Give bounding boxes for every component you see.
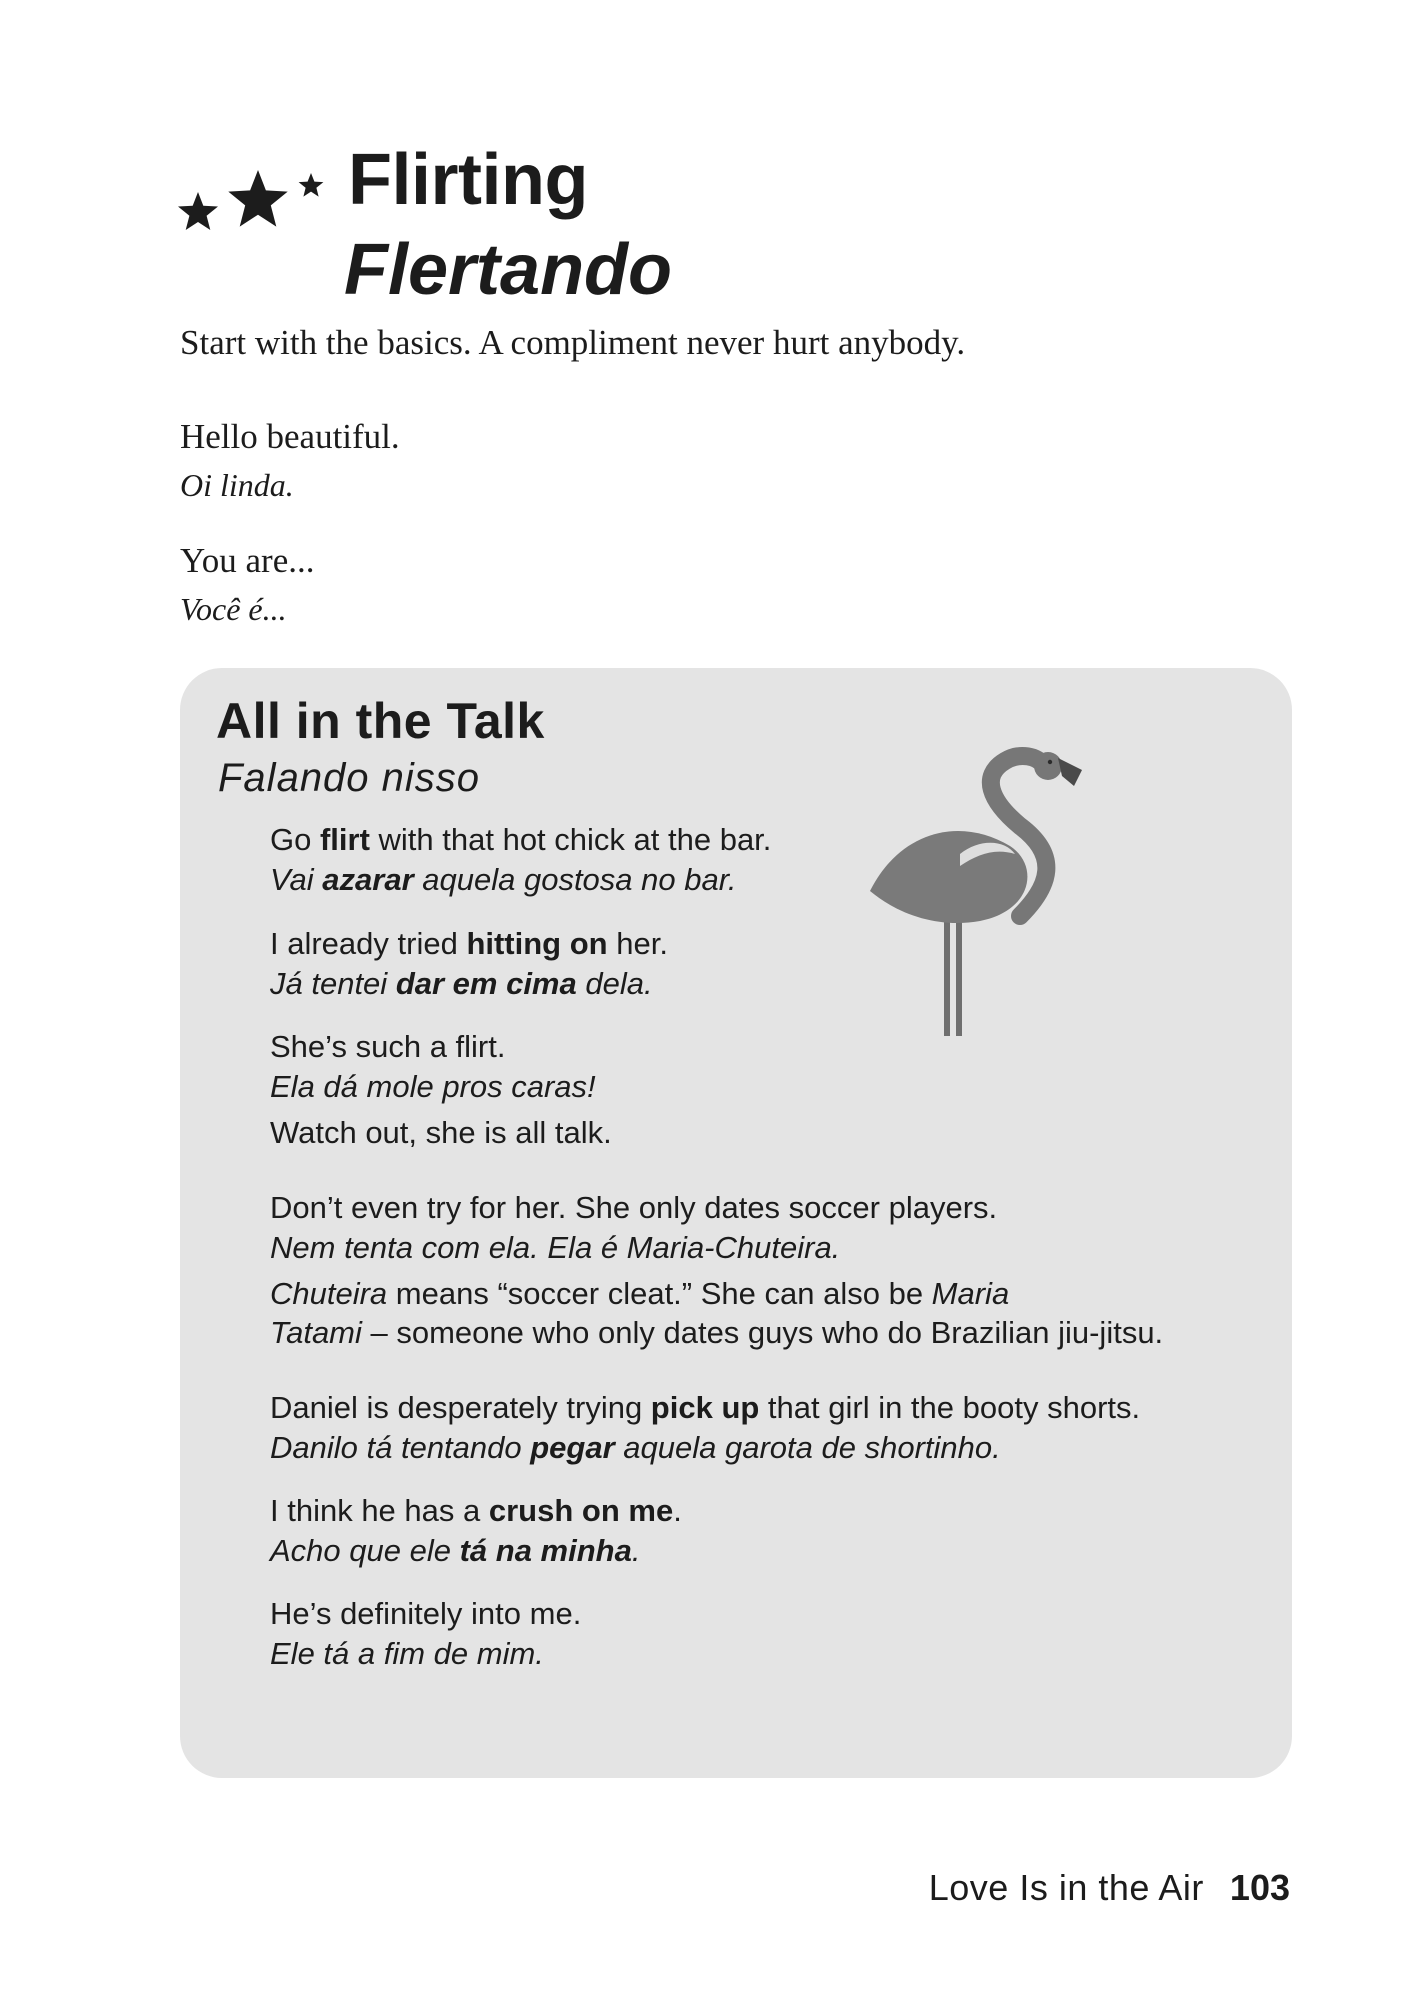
entry-english: Don’t even try for her. She only dates soccer players. [270, 1190, 998, 1225]
three-stars-icon [178, 165, 330, 245]
entry-portuguese: Acho que ele tá na minha. [270, 1533, 641, 1568]
flamingo-icon [870, 736, 1090, 1046]
entry-portuguese: Danilo tá tentando pegar aquela garota de shortinho. [270, 1430, 1001, 1465]
page-title-translation: Flertando [344, 230, 673, 310]
entry-portuguese: Nem tenta com ela. Ela é Maria-Chuteira. [270, 1230, 841, 1265]
phrase-entry [270, 924, 668, 1004]
phrase-portuguese: Você é... [180, 591, 287, 627]
phrase-item [180, 537, 315, 633]
entry-english: She’s such a flirt. [270, 1029, 506, 1064]
entry-portuguese: Vai azarar aquela gostosa no bar. [270, 862, 737, 897]
entry-note: Watch out, she is all talk. [270, 1115, 612, 1150]
entry-english: Daniel is desperately trying pick up that girl in the booty shorts. [270, 1390, 1141, 1425]
box-subtitle: Falando nisso [218, 756, 481, 800]
all-in-the-talk-box [180, 668, 1292, 1778]
entry-portuguese: Ela dá mole pros caras! [270, 1069, 596, 1104]
entry-english: I think he has a crush on me. [270, 1493, 682, 1528]
box-title: All in the Talk [216, 693, 545, 749]
entry-english: Go flirt with that hot chick at the bar. [270, 822, 772, 857]
entry-portuguese: Ele tá a fim de mim. [270, 1636, 544, 1671]
phrase-entry [270, 820, 771, 900]
intro-text: Start with the basics. A compliment never hurt anybody. [180, 323, 966, 362]
page-number: 103 [1229, 1867, 1290, 1908]
phrase-entry [270, 1594, 581, 1674]
phrase-portuguese: Oi linda. [180, 467, 294, 503]
phrase-english: Hello beautiful. [180, 417, 400, 456]
phrase-entry [270, 1491, 682, 1571]
section-title: Love Is in the Air [928, 1867, 1204, 1908]
entry-portuguese: Já tentei dar em cima dela. [270, 966, 653, 1001]
phrase-entry [270, 1188, 997, 1268]
entry-english: He’s definitely into me. [270, 1596, 582, 1631]
entry-english: I already tried hitting on her. [270, 926, 668, 961]
phrase-english: You are... [180, 541, 315, 580]
phrase-item [180, 413, 400, 509]
page-title: Flirting [348, 140, 588, 220]
page-footer [928, 1867, 1290, 1908]
phrase-entry [270, 1388, 1140, 1468]
entry-note: Chuteira means “soccer cleat.” She can also be Maria Tatami – someone who only dates guys who do Brazilian jiu-jitsu. [270, 1276, 1164, 1350]
phrase-entry [270, 1027, 596, 1107]
